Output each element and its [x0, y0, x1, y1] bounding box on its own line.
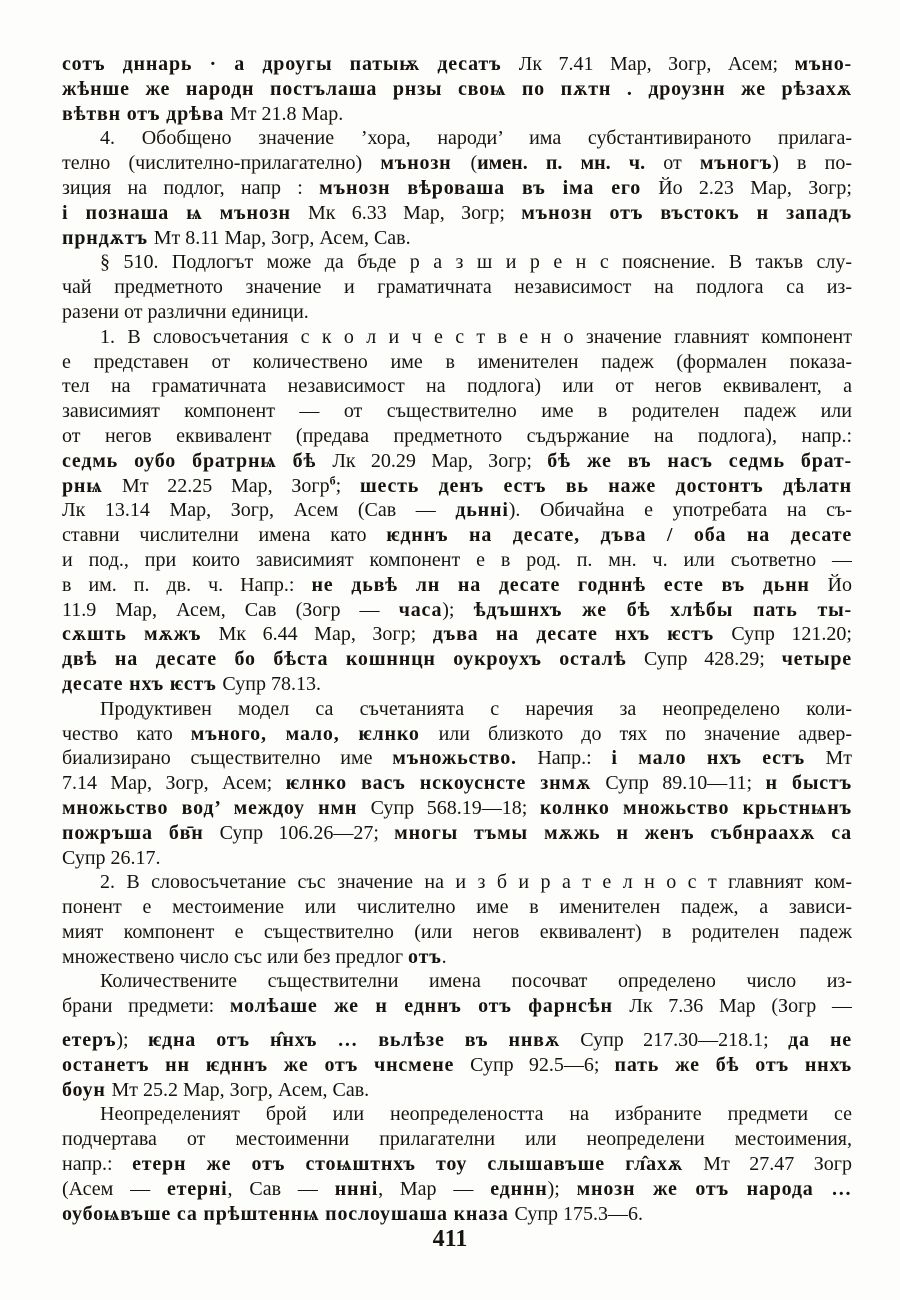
text-run: Продуктивен модел са съчетанията с наречия за неопределено коли- — [100, 697, 852, 720]
ocs-quote-run: ѣдъшнхъ же бѣ хлѣбы пать ты- — [473, 598, 852, 621]
text-run: мият компонент е съществително (или негов еквивалент) в родителен падеж — [62, 920, 852, 943]
text-run: 1. В словосъчетания с к о л и ч е с т в е н о значение главният компонент — [100, 325, 852, 348]
text-line — [62, 969, 852, 994]
ocs-quote-run: вѣтвн отъ дрѣва — [62, 102, 231, 125]
text-run: . — [441, 945, 447, 968]
text-run: Мт 27.47 Зогр — [703, 1153, 852, 1176]
text-line — [62, 647, 852, 672]
text-line — [62, 275, 852, 300]
text-line — [62, 374, 852, 399]
ocs-quote-run: множьство вод’ междоу нмн — [62, 796, 371, 819]
text-line — [62, 325, 852, 350]
text-line — [62, 176, 852, 201]
text-line — [62, 796, 852, 821]
text-line — [62, 201, 852, 226]
ocs-quote-run: шесть денъ естъ вь наже достонтъ дѣлатн — [359, 474, 852, 497]
text-run: тел на граматичната независимост на подлога) или от негов еквивалент, а — [62, 375, 852, 398]
ocs-quote-run: молѣаше же н едннъ отъ фарнсѣн — [229, 995, 630, 1018]
ocs-quote-run: прндѫтъ — [62, 226, 154, 249]
ocs-quote-run: боун — [62, 1078, 112, 1101]
text-line — [62, 399, 852, 424]
text-run: е представен от количествено име в именителен падеж (формален показа- — [62, 350, 852, 373]
text-run: биализирано съществително име — [62, 747, 393, 770]
text-run: Лк 20.29 Мар, Зогр; — [332, 449, 548, 472]
text-run: чай предметното значение и граматичната независимост на подлога са из- — [62, 276, 852, 299]
text-run: , Мар — — [378, 1177, 491, 1200]
text-run: § 510. Подлогът може да бъде р а з ш и р е н с пояснение. В такъв слу- — [100, 251, 852, 274]
text-line — [62, 697, 852, 722]
text-line — [62, 746, 852, 771]
text-line — [62, 424, 852, 449]
text-line — [62, 598, 852, 623]
ocs-quote-run: да не — [788, 1029, 852, 1052]
text-line — [62, 821, 852, 846]
text-run: Лк 7.41 Мар, Зогр, Асем; — [518, 53, 795, 75]
text-line — [62, 895, 852, 920]
text-run: понент е местоимение или числително име в именителен падеж, а зависи- — [62, 896, 852, 919]
text-line — [62, 498, 852, 523]
superscript-run: б — [329, 473, 336, 487]
text-line — [62, 846, 852, 871]
text-run: Мт 21.8 Мар. — [230, 102, 344, 125]
ocs-quote-run: пожръша бв̄н — [62, 821, 220, 844]
text-run: чество като — [62, 722, 191, 745]
text-run: Количествените съществителни имена посочват определено число из- — [100, 970, 852, 993]
text-line — [62, 722, 852, 747]
text-run: зиция на подлог, напр : — [62, 176, 320, 199]
text-run: брани предмети: — [62, 995, 230, 1018]
text-run: Мт 22.25 Мар, Зогр — [122, 474, 330, 497]
text-run: телно (числително-прилагателно) — [62, 152, 381, 175]
text-run: подчертава от местоименни прилагателни или неопределени местоимения, — [62, 1128, 852, 1151]
text-line — [62, 1053, 852, 1078]
text-line — [62, 77, 852, 102]
text-line — [62, 350, 852, 375]
ocs-quote-run: мънозн — [380, 152, 471, 175]
text-line — [62, 672, 852, 697]
ocs-quote-run: четыре — [781, 648, 852, 671]
text-line — [62, 126, 852, 151]
text-line — [62, 52, 852, 77]
ocs-quote-run: дьнні — [455, 499, 509, 522]
text-run: от — [645, 152, 700, 175]
page-number: 411 — [432, 1226, 468, 1252]
text-run: 4. Обобщено значение ’хора, народи’ има субстантивираното прилага- — [100, 127, 852, 150]
ocs-quote-run: ѥлнко васъ нскоуснсте знмѫ — [285, 772, 606, 795]
text-run: ); — [442, 598, 474, 621]
text-line — [62, 870, 852, 895]
text-run: ). Обичайна е употребата на съ- — [508, 499, 852, 522]
text-run: ) в по- — [772, 152, 852, 175]
text-run: (Асем — — [62, 1177, 167, 1200]
ocs-quote-run: етеръ — [62, 1029, 117, 1052]
text-line — [62, 449, 852, 474]
ocs-quote-run: сотъ дннарь · а дроугы патыѭ десатъ — [62, 53, 519, 75]
ocs-quote-run: ѥдна отъ н̂нхъ … вьлѣзе въ ннвѫ — [147, 1029, 581, 1052]
text-run: Лк 13.14 Мар, Зогр, Асем (Сав — — [62, 499, 456, 522]
ocs-quote-run: і мало нхъ естъ — [611, 747, 826, 770]
text-block — [62, 52, 852, 1226]
text-line — [62, 1078, 852, 1103]
ocs-quote-run: ннні — [334, 1177, 379, 1200]
text-line — [62, 523, 852, 548]
text-run: ); — [547, 1177, 577, 1200]
ocs-quote-run: останетъ нн ѥдннъ же отъ чнсмене — [62, 1053, 471, 1076]
text-line — [62, 622, 852, 647]
text-line — [62, 573, 852, 598]
ocs-quote-run: рнѩ — [62, 474, 123, 497]
text-line — [62, 1152, 852, 1177]
text-line — [62, 474, 852, 499]
text-run: от негов еквивалент (предава предметното съдържание на подлога), напр.: — [62, 424, 852, 447]
text-line — [62, 1028, 852, 1053]
ocs-quote-run: ѥдннъ на десате, дъва / оба на десате — [386, 524, 852, 547]
ocs-quote-run: мъного, мало, ѥлнко — [190, 722, 439, 745]
text-line — [62, 300, 852, 325]
text-run: Супр 92.5—6; — [470, 1053, 615, 1076]
text-line — [62, 920, 852, 945]
ocs-quote-run: мъно- — [794, 53, 852, 75]
text-line — [62, 1177, 852, 1202]
text-run: Лк 7.36 Мар (Зогр — — [629, 995, 852, 1018]
text-run: 7.14 Мар, Зогр, Асем; — [62, 772, 286, 795]
text-run: Мк 6.33 Мар, Зогр; — [307, 201, 522, 224]
ocs-quote-run: жѣнше же народн постълаша рнзы своѩ по пѫтн . дроузнн же рѣзахѫ — [62, 77, 852, 100]
text-run: Супр 89.10—11; — [605, 772, 766, 795]
text-run: напр.: — [62, 1153, 133, 1176]
text-run: Мт — [825, 747, 852, 770]
text-line — [62, 548, 852, 573]
text-line — [62, 226, 852, 251]
ocs-quote-run: многы тъмы мѫжь н женъ събнраахѫ са — [394, 821, 852, 844]
text-run: Мк 6.44 Мар, Зогр; — [218, 623, 433, 646]
text-run: Супр 568.19—18; — [370, 796, 540, 819]
ocs-quote-run: мънозн отъ въстокъ н западъ — [521, 201, 852, 224]
ocs-quote-run: н быстъ — [765, 772, 852, 795]
text-line — [62, 102, 852, 127]
text-run: в им. п. дв. ч. Напр.: — [62, 573, 312, 596]
ocs-quote-run: етерн же отъ стоѩштнхъ тоу слышавъше гл̂ахѫ — [132, 1153, 704, 1176]
bold-text-run: имен. п. мн. ч. — [477, 152, 646, 175]
text-run: Супр 175.3—6. — [514, 1202, 644, 1225]
text-line — [62, 151, 852, 176]
text-line — [62, 771, 852, 796]
text-run: ; — [335, 474, 360, 497]
text-line — [62, 1127, 852, 1152]
ocs-quote-run: отъ — [408, 945, 442, 968]
text-run: Неопределеният брой или неопределеността на избраните предмети се — [100, 1103, 852, 1126]
text-run: Супр 217.30—218.1; — [580, 1029, 789, 1052]
text-run: зависимият компонент — от съществително име в родителен падеж или — [62, 400, 852, 423]
ocs-quote-run: мъногъ — [699, 152, 773, 175]
ocs-quote-run: мъножьство. — [392, 747, 538, 770]
text-run: Напр.: — [537, 747, 612, 770]
ocs-quote-run: едннн — [490, 1177, 548, 1200]
text-run: ); — [116, 1029, 148, 1052]
ocs-quote-run: оубоѩвъше са прѣштеннѩ послоушаша кназа — [62, 1202, 515, 1225]
text-run: Супр 78.13. — [222, 672, 321, 695]
text-run: ( — [470, 152, 478, 175]
text-line — [62, 250, 852, 275]
text-run: ставни числителни имена като — [62, 524, 387, 547]
ocs-quote-run: седмь оубо братрнѩ бѣ — [62, 449, 333, 472]
text-run: Супр 26.17. — [62, 846, 161, 869]
text-line — [62, 1102, 852, 1127]
text-run: Супр 106.26—27; — [219, 821, 395, 844]
text-run: Йо 2.23 Мар, Зогр; — [658, 176, 852, 199]
text-run: или близкото до тях по значение адвер- — [438, 722, 852, 745]
text-run: Мт 25.2 Мар, Зогр, Асем, Сав. — [111, 1078, 370, 1101]
text-run: и под., при които зависимият компонент е в род. п. мн. ч. или съответно — — [62, 548, 852, 571]
text-line — [62, 994, 852, 1019]
ocs-quote-run: колнко множьство крьстнѩнъ — [539, 796, 852, 819]
ocs-quote-run: мнозн же отъ народа … — [576, 1177, 852, 1200]
text-run: Супр 121.20; — [731, 623, 852, 646]
ocs-quote-run: сѫшть мѫжъ — [62, 623, 219, 646]
ocs-quote-run: часа — [398, 598, 443, 621]
ocs-quote-run: бѣ же въ насъ седмь брат- — [547, 449, 852, 472]
ocs-quote-run: дъва на десате нхъ ѥстъ — [432, 623, 732, 646]
ocs-quote-run: двѣ на десате бо бѣста кошннцн оукроухъ осталѣ — [62, 648, 644, 671]
text-run: Супр 428.29; — [643, 648, 782, 671]
text-run: 2. В словосъчетание със значение на и з б и р а т е л н о с т главният ком- — [100, 871, 852, 894]
ocs-quote-run: десате нхъ ѥстъ — [62, 672, 223, 695]
text-line — [62, 945, 852, 970]
text-run: , Сав — — [227, 1177, 335, 1200]
ocs-quote-run: і познаша ѩ мънозн — [62, 201, 308, 224]
text-run: Йо — [827, 573, 852, 596]
ocs-quote-run: мънозн вѣроваша въ іма его — [319, 176, 659, 199]
text-run: множествено число със или без предлог — [62, 945, 409, 968]
ocs-quote-run: не дьвѣ лн на десате годннѣ есте въ дьнн — [311, 573, 828, 596]
ocs-quote-run: етерні — [166, 1177, 228, 1200]
text-run: Мт 8.11 Мар, Зогр, Асем, Сав. — [153, 226, 411, 249]
text-run: 11.9 Мар, Асем, Сав (Зогр — — [62, 598, 399, 621]
text-run: разени от различни единици. — [62, 300, 309, 323]
ocs-quote-run: пать же бѣ отъ ннхъ — [614, 1053, 852, 1076]
text-line — [62, 1202, 852, 1227]
